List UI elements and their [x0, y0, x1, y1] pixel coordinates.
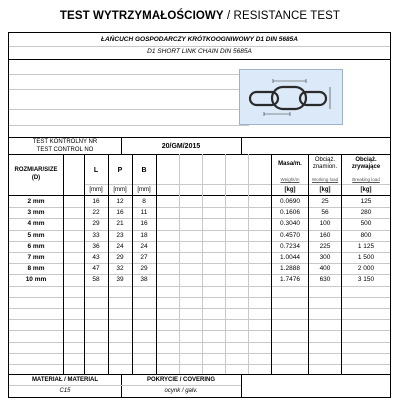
- brk-cell: 3 150: [357, 276, 375, 284]
- coating-value: ocynk / galv.: [164, 388, 198, 394]
- p-cell: 16: [116, 209, 124, 217]
- wll-cell: 56: [321, 209, 329, 217]
- wll-cell: 25: [321, 198, 329, 205]
- table-row: [9, 196, 390, 207]
- b-cell: 29: [140, 265, 148, 273]
- brk-header-1: Obciąż.: [355, 157, 377, 163]
- size-header: ROZMIAR/SIZE: [14, 167, 58, 173]
- l-cell: 36: [92, 242, 100, 250]
- l-cell: 43: [92, 254, 100, 261]
- mass-cell: 0.7234: [280, 242, 300, 250]
- l-cell: 47: [92, 265, 100, 273]
- b-cell: 24: [140, 242, 148, 250]
- b-cell: 8: [142, 198, 146, 205]
- size-cell: 6 mm: [27, 242, 45, 250]
- unit-l: [mm]: [89, 187, 103, 193]
- table-row: [9, 252, 390, 263]
- b-cell: 27: [140, 254, 148, 261]
- size-cell: 4 mm: [27, 220, 45, 228]
- l-cell: 29: [92, 220, 100, 228]
- mass-sub: Weight/m: [280, 177, 300, 182]
- size-sub: (D): [31, 175, 41, 181]
- l-cell: 58: [92, 276, 100, 284]
- title-rest: / RESISTANCE TEST: [223, 10, 341, 22]
- p-cell: 24: [116, 242, 124, 250]
- p-cell: 39: [116, 276, 124, 284]
- size-cell: 3 mm: [27, 209, 45, 217]
- size-cell: 2 mm: [27, 198, 45, 205]
- brk-unit: [kg]: [360, 187, 372, 193]
- wll-cell: 630: [319, 276, 331, 284]
- wll-cell: 225: [319, 242, 331, 250]
- p-cell: 12: [116, 198, 124, 205]
- brk-cell: 800: [360, 231, 372, 239]
- col-b-header: B: [141, 167, 147, 174]
- b-cell: 11: [140, 209, 148, 217]
- mass-cell: 0.0690: [280, 198, 300, 205]
- brk-cell: 125: [360, 198, 372, 205]
- wll-cell: 100: [319, 220, 331, 228]
- spec-sheet-table: [8, 32, 391, 398]
- coating-label: POKRYCIE / COVERING: [146, 377, 216, 383]
- table-row: [9, 274, 390, 285]
- brk-cell: 1 500: [357, 254, 375, 261]
- wll-cell: 160: [319, 231, 331, 239]
- chain-diagram-icon: [240, 70, 342, 124]
- wll-unit: [kg]: [319, 187, 331, 193]
- mass-header: Masa/m.: [278, 161, 302, 167]
- brk-cell: 280: [360, 209, 372, 217]
- col-l-header: L: [93, 167, 99, 174]
- brk-sub: Breaking load: [352, 177, 380, 182]
- brk-cell: 1 125: [357, 242, 375, 250]
- table-row: [9, 207, 390, 218]
- test-label-pl: TEST KONTROLNY NR: [32, 139, 98, 145]
- size-cell: 7 mm: [27, 254, 45, 261]
- product-name-en: D1 SHORT LINK CHAIN DIN 5685A: [147, 48, 252, 55]
- mass-cell: 0.3040: [280, 220, 300, 228]
- title-bold: TEST WYTRZYMAŁOŚCIOWY: [59, 10, 224, 22]
- table-row: [9, 263, 390, 274]
- mass-cell: 1.0044: [280, 254, 300, 261]
- brk-header-2: zrywające: [351, 164, 381, 170]
- test-number: 20/GM/2015: [161, 143, 201, 150]
- b-cell: 18: [140, 231, 148, 239]
- page-title: [0, 10, 400, 22]
- mass-cell: 1.2888: [280, 265, 300, 273]
- table-row: [9, 230, 390, 241]
- mass-cell: 0.1606: [280, 209, 300, 217]
- product-name-pl: ŁAŃCUCH GOSPODARCZY KRÓTKOOGNIWOWY D1 DIN 5685A: [101, 36, 298, 43]
- unit-b: [mm]: [137, 187, 151, 193]
- mass-unit: [kg]: [284, 187, 296, 193]
- l-cell: 33: [92, 231, 100, 239]
- unit-p: [mm]: [113, 187, 127, 193]
- brk-cell: 2 000: [357, 265, 375, 273]
- wll-sub: Working load: [311, 177, 339, 182]
- size-cell: 8 mm: [27, 265, 45, 273]
- size-cell: 5 mm: [27, 231, 45, 239]
- material-label: MATERIAŁ / MATERIAL: [31, 377, 99, 383]
- table-row: [9, 241, 390, 252]
- mass-cell: 1.7476: [280, 276, 300, 284]
- test-label-en: TEST CONTROL NO: [36, 147, 94, 153]
- wll-header-2: znamion.: [312, 164, 338, 170]
- l-cell: 16: [92, 198, 100, 205]
- chain-diagram: [239, 69, 343, 125]
- b-cell: 38: [140, 276, 148, 284]
- mass-cell: 0.4570: [280, 231, 300, 239]
- wll-cell: 300: [319, 254, 331, 261]
- col-p-header: P: [117, 167, 123, 174]
- l-cell: 22: [92, 209, 100, 217]
- table-row: [9, 218, 390, 229]
- wll-header-1: Obciąż.: [314, 157, 336, 163]
- size-cell: 10 mm: [25, 276, 47, 284]
- p-cell: 23: [116, 231, 124, 239]
- wll-cell: 400: [319, 265, 331, 273]
- material-value: C15: [59, 388, 71, 394]
- b-cell: 16: [140, 220, 148, 228]
- p-cell: 21: [116, 220, 124, 228]
- p-cell: 29: [116, 254, 124, 261]
- p-cell: 32: [116, 265, 124, 273]
- brk-cell: 500: [360, 220, 372, 228]
